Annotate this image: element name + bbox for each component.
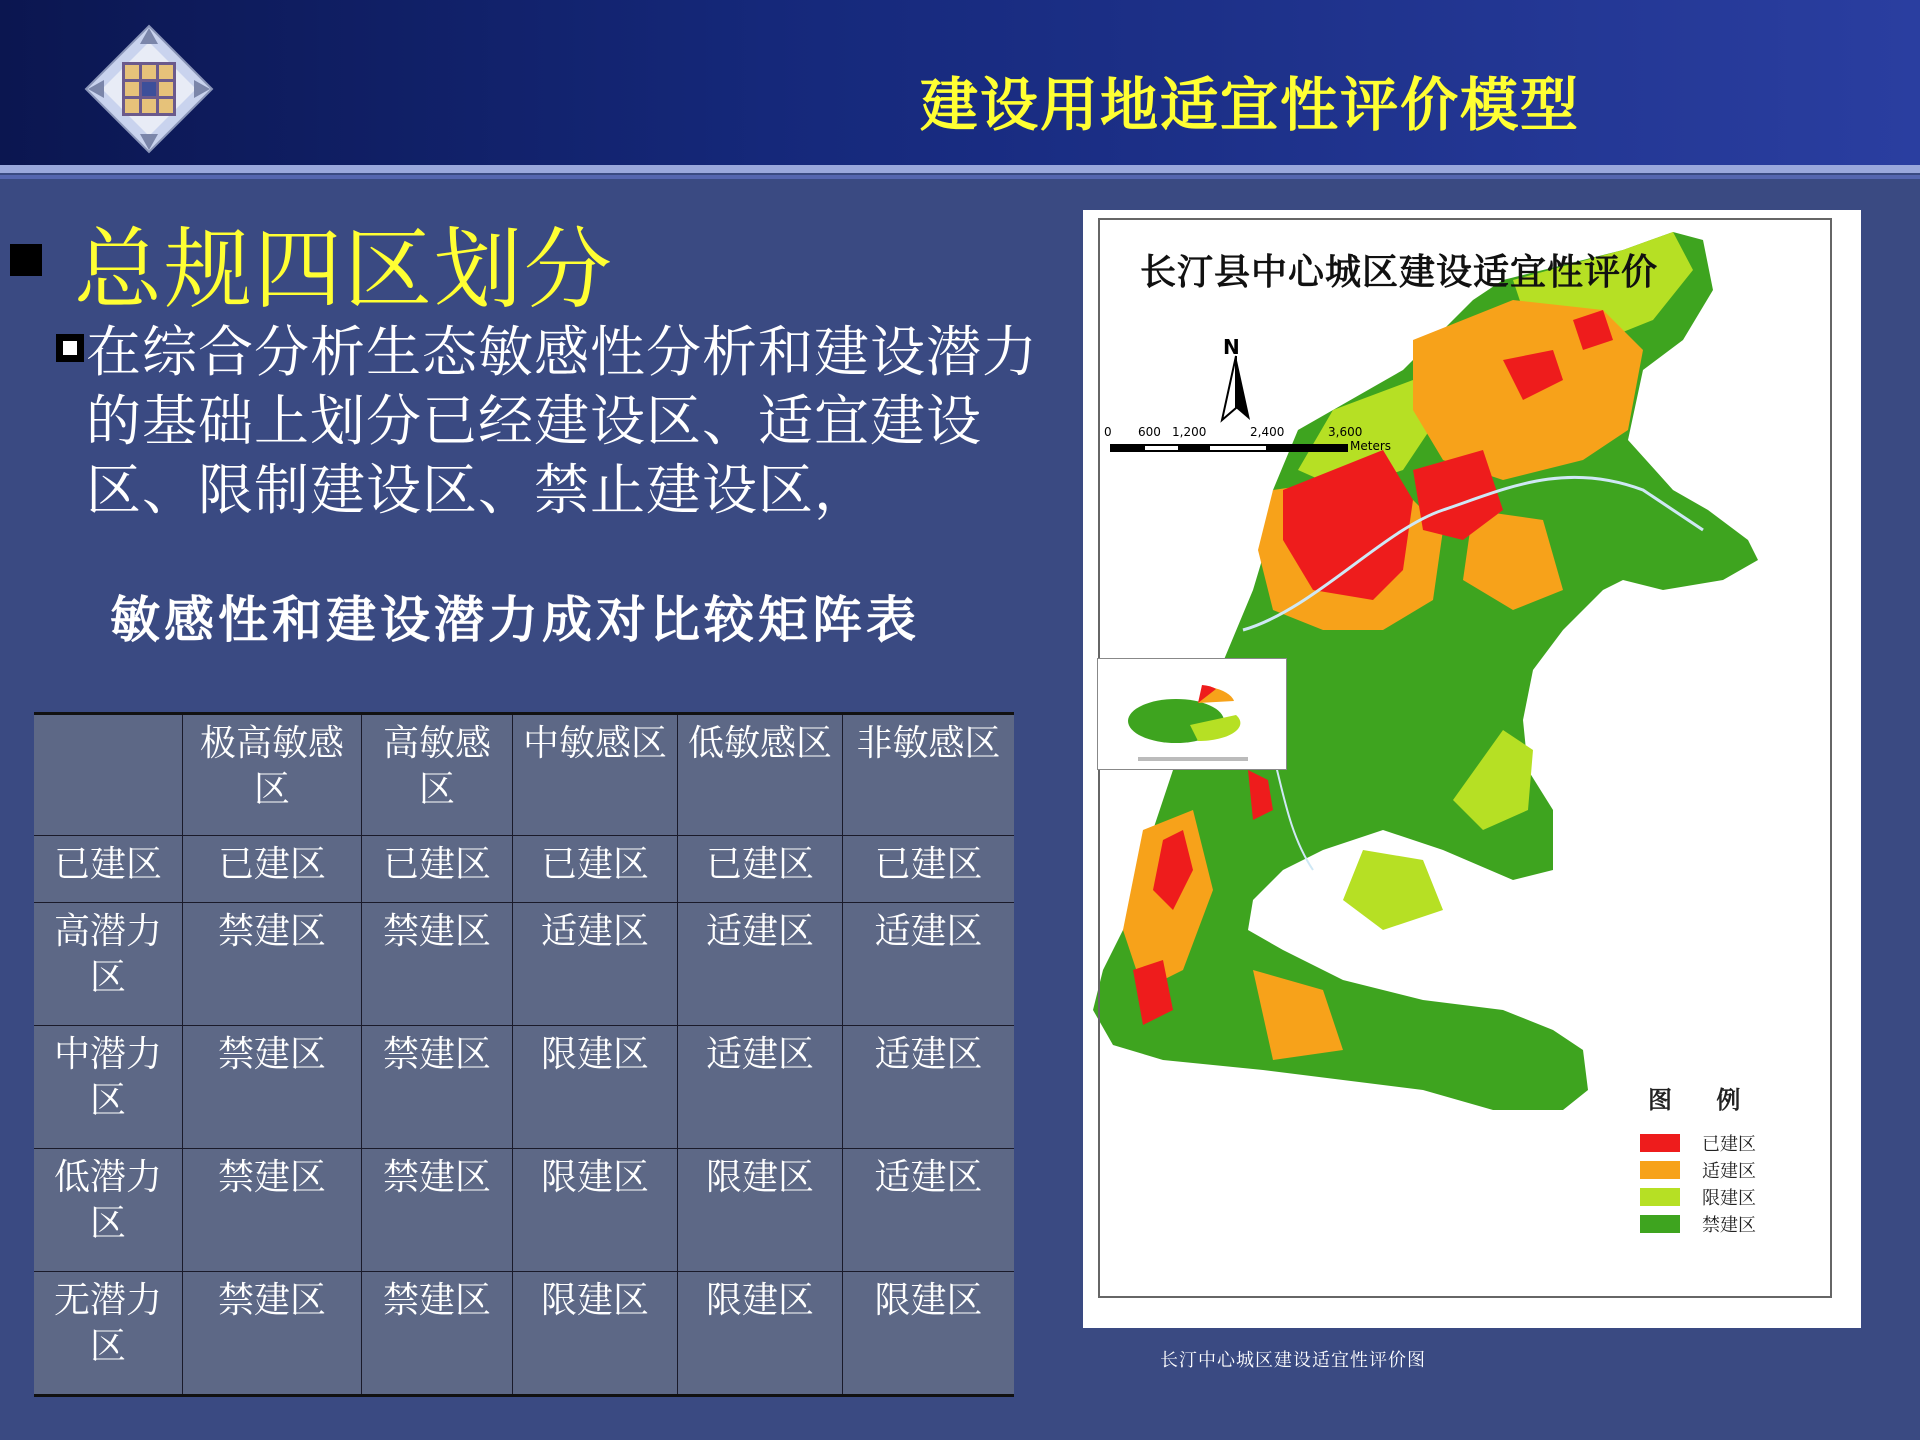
row-header-cell: 高潜力区 xyxy=(34,903,183,1026)
north-arrow-icon xyxy=(1216,334,1256,424)
table-cell: 适建区 xyxy=(843,903,1015,1026)
slide-title: 建设用地适宜性评价模型 xyxy=(919,71,1580,139)
table-header-cell xyxy=(34,714,183,836)
table-cell: 适建区 xyxy=(843,1149,1015,1272)
scale-label: 3,600 xyxy=(1328,425,1363,439)
table-header-cell: 低敏感区 xyxy=(678,714,843,836)
table-cell: 禁建区 xyxy=(362,1272,513,1396)
table-cell: 限建区 xyxy=(513,1272,678,1396)
table-cell: 限建区 xyxy=(678,1149,843,1272)
table-cell: 限建区 xyxy=(843,1272,1015,1396)
scale-label: 1,200 xyxy=(1172,425,1207,439)
legend-swatch-suitable xyxy=(1640,1161,1680,1179)
table-cell: 适建区 xyxy=(678,1026,843,1149)
legend-item: 已建区 xyxy=(1640,1130,1756,1154)
table-header-cell: 极高敏感区 xyxy=(183,714,362,836)
table-cell: 已建区 xyxy=(362,836,513,903)
scale-label: 600 xyxy=(1138,425,1161,439)
table-cell: 适建区 xyxy=(513,903,678,1026)
header-divider xyxy=(0,165,1920,173)
table-cell: 限建区 xyxy=(513,1149,678,1272)
table-header-cell: 非敏感区 xyxy=(843,714,1015,836)
table-header-row xyxy=(34,714,1014,836)
table-cell: 限建区 xyxy=(678,1272,843,1396)
table-cell: 已建区 xyxy=(183,836,362,903)
table-cell: 禁建区 xyxy=(183,1272,362,1396)
comparison-matrix-table xyxy=(34,712,1014,1397)
legend-item: 限建区 xyxy=(1640,1184,1756,1208)
table-cell: 禁建区 xyxy=(362,1149,513,1272)
table-row xyxy=(34,836,1014,903)
scale-label: 0 xyxy=(1104,425,1112,439)
scale-unit: Meters xyxy=(1350,439,1392,453)
body-paragraph: 在综合分析生态敏感性分析和建设潜力的基础上划分已经建设区、适宜建设区、限制建设区、禁止建设区， xyxy=(86,320,1039,522)
table-cell: 禁建区 xyxy=(362,903,513,1026)
header-divider-thin xyxy=(0,175,1920,179)
scale-bar xyxy=(1110,444,1348,452)
table-header-cell: 高敏感区 xyxy=(362,714,513,836)
bullet-square-icon xyxy=(10,244,42,276)
map-caption: 长汀中心城区建设适宜性评价图 xyxy=(1160,1350,1426,1371)
legend-swatch-forbidden xyxy=(1640,1215,1680,1233)
table-cell: 限建区 xyxy=(513,1026,678,1149)
legend-title: 图 例 xyxy=(1648,1086,1759,1114)
row-header-cell: 无潜力区 xyxy=(34,1272,183,1396)
table-cell: 适建区 xyxy=(843,1026,1015,1149)
table-cell: 已建区 xyxy=(513,836,678,903)
scale-label: 2,400 xyxy=(1250,425,1285,439)
map-title: 长汀县中心城区建设适宜性评价 xyxy=(1140,252,1659,293)
table-cell: 禁建区 xyxy=(183,1026,362,1149)
table-row xyxy=(34,1026,1014,1149)
table-row xyxy=(34,903,1014,1026)
matrix-title: 敏感性和建设潜力成对比较矩阵表 xyxy=(110,590,920,649)
table-row xyxy=(34,1272,1014,1396)
legend-item: 适建区 xyxy=(1640,1157,1756,1181)
bullet-hollow-square-icon xyxy=(56,334,84,362)
table-header-cell: 中敏感区 xyxy=(513,714,678,836)
north-label: N xyxy=(1223,335,1240,359)
table-cell: 禁建区 xyxy=(183,903,362,1026)
table-row xyxy=(34,1149,1014,1272)
row-header-cell: 中潜力区 xyxy=(34,1026,183,1149)
section-heading: 总规四区划分 xyxy=(74,218,615,321)
table-cell: 适建区 xyxy=(678,903,843,1026)
legend-item: 禁建区 xyxy=(1640,1211,1756,1235)
table-cell: 禁建区 xyxy=(362,1026,513,1149)
inset-pie-chart xyxy=(1097,658,1287,770)
table-cell: 已建区 xyxy=(678,836,843,903)
table-cell: 已建区 xyxy=(843,836,1015,903)
logo-icon xyxy=(84,24,214,154)
legend-swatch-restricted xyxy=(1640,1188,1680,1206)
row-header-cell: 低潜力区 xyxy=(34,1149,183,1272)
table-cell: 禁建区 xyxy=(183,1149,362,1272)
row-header-cell: 已建区 xyxy=(34,836,183,903)
legend-swatch-built xyxy=(1640,1134,1680,1152)
